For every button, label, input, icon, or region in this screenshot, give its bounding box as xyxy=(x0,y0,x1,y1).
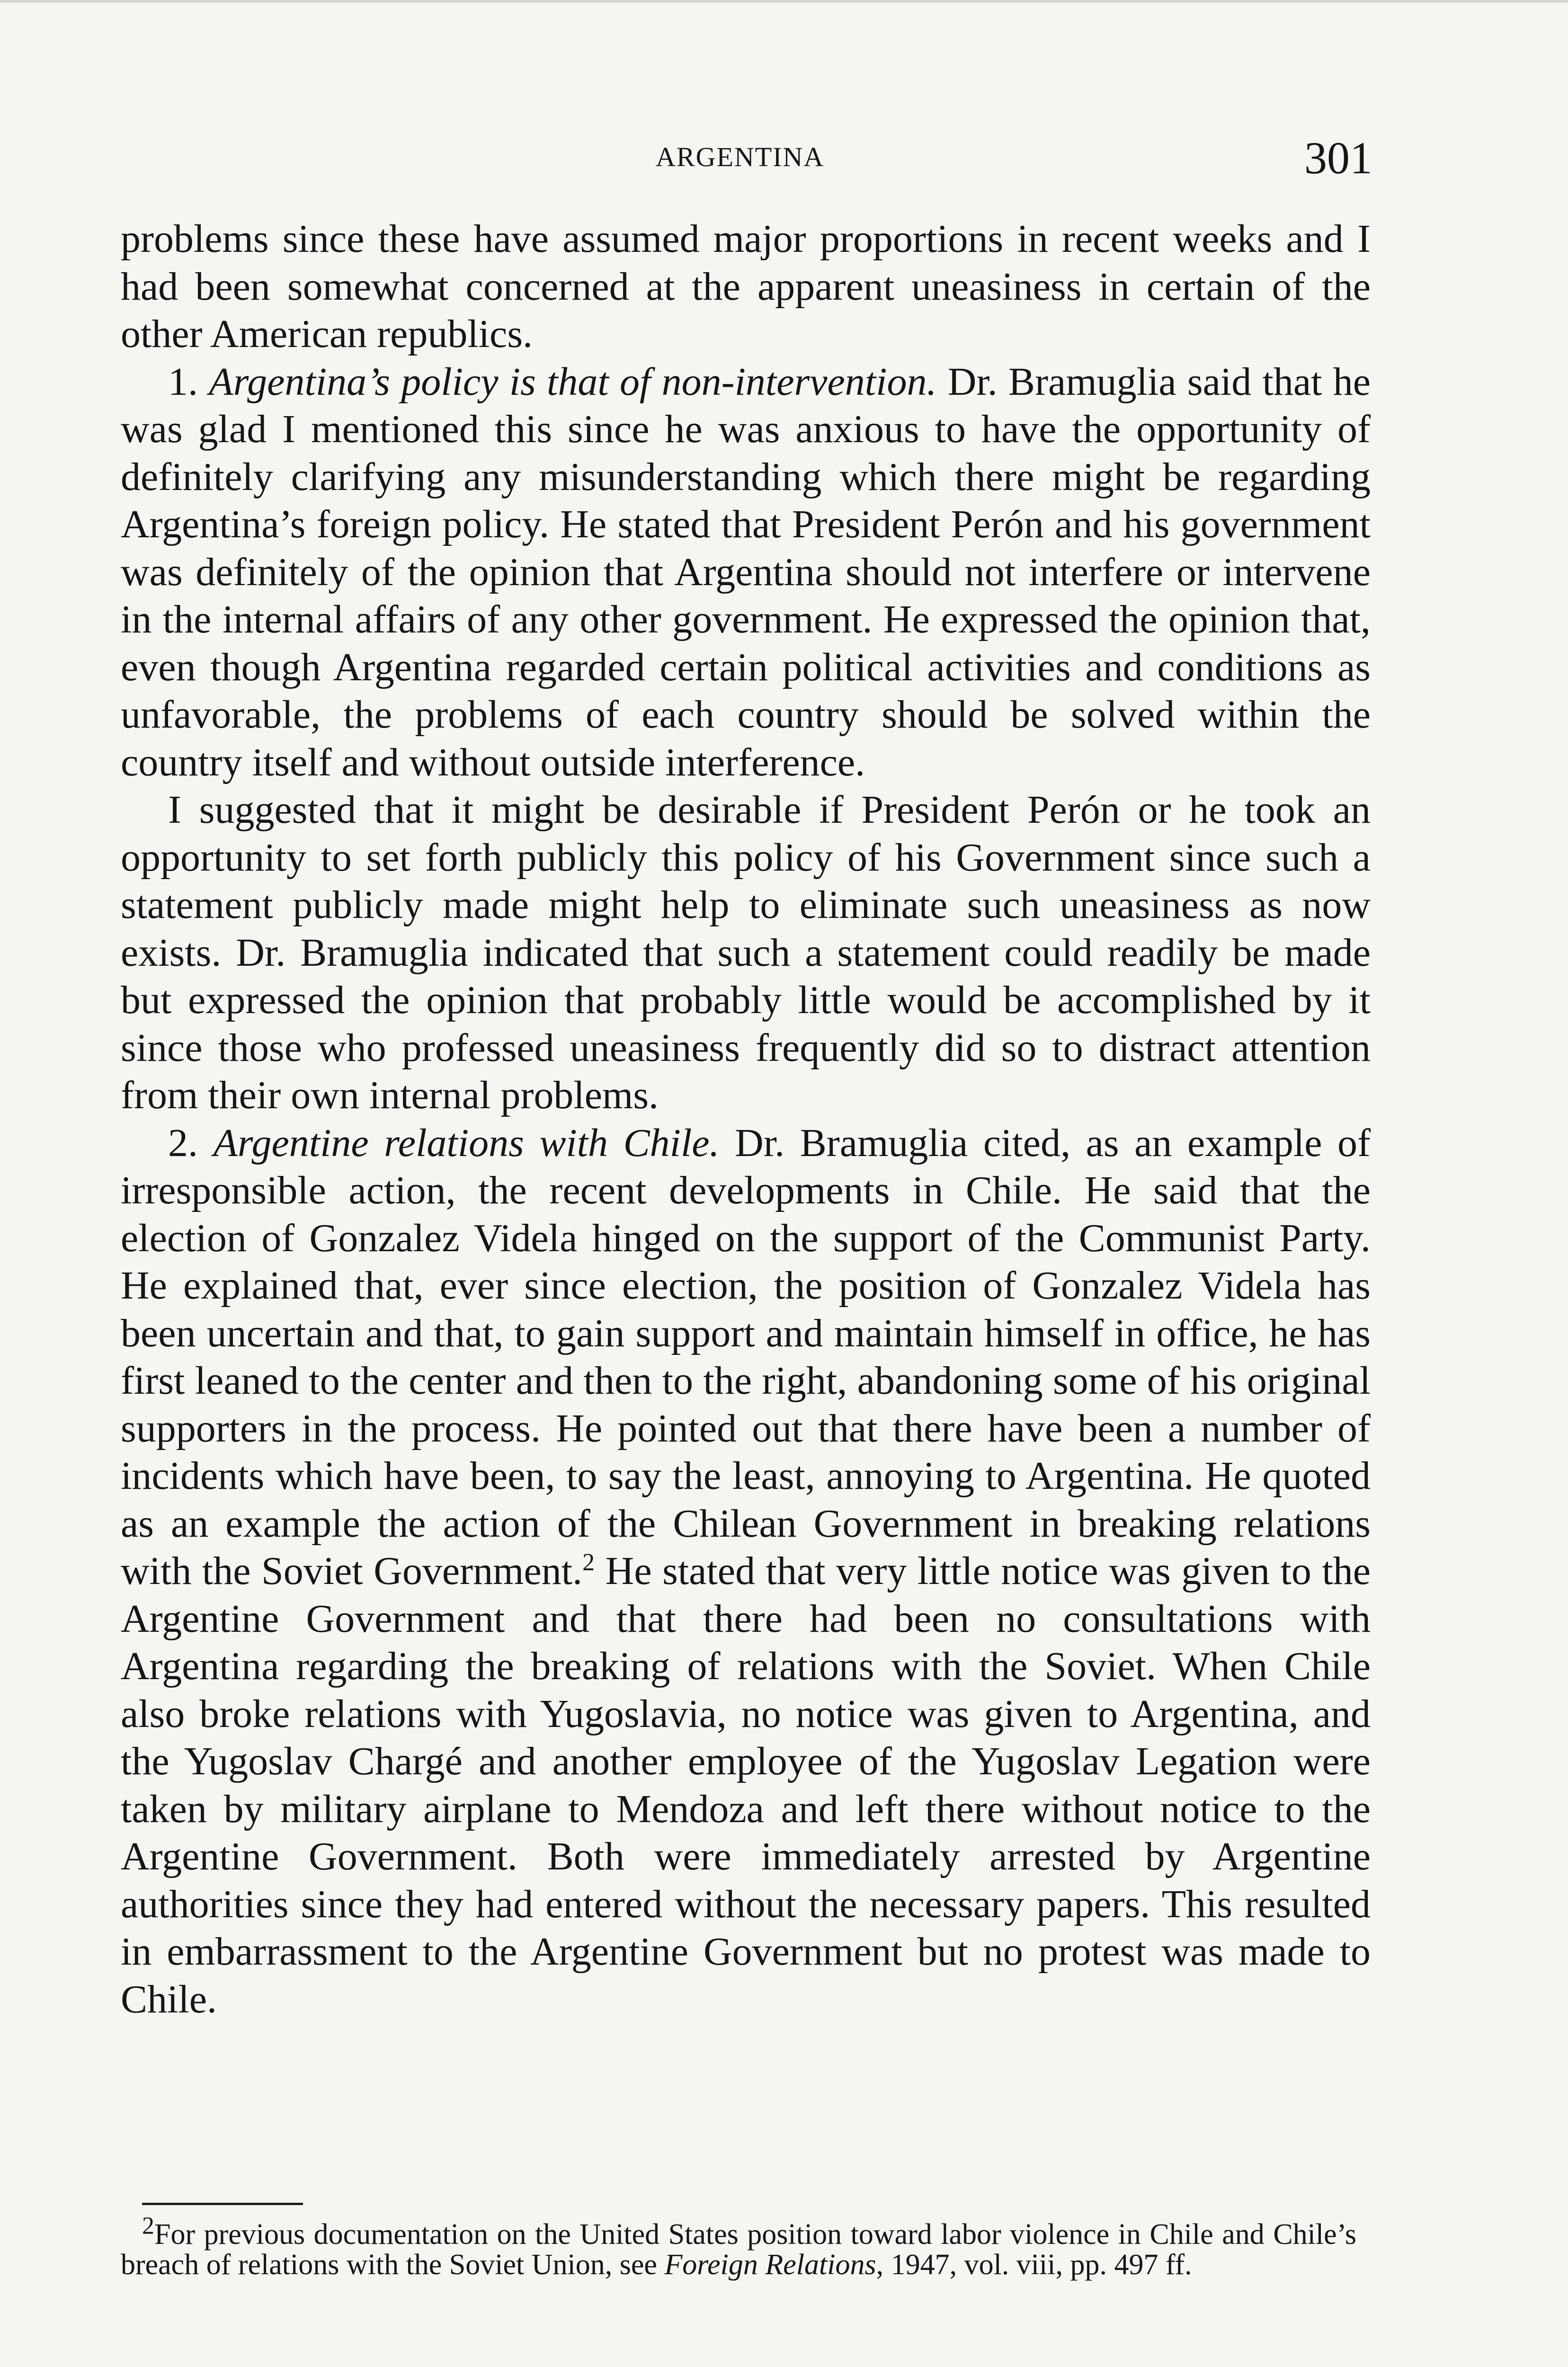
paragraph-continuation-text: problems since these have assumed major proportions in recent weeks and I had been somewhat concerned at the apparent uneasiness in certain of the other American republics. xyxy=(121,217,1371,356)
section-number: 2. xyxy=(168,1121,198,1165)
paragraph-text: I suggested that it might be desirable if President Perón or he took an opportunity to set forth publicly this policy of his Government since such a statement publicly made might help to eliminate such uneasiness as now exists. Dr. Bramuglia indicated that such a statement could readily be made but expressed the opinion that probably little would be accomplished by it since those who professed uneasiness frequently did so to distract attention from their own internal problems. xyxy=(121,788,1371,1117)
footnote-publication-title: Foreign Relations xyxy=(664,2249,876,2281)
footnote-divider xyxy=(142,2203,303,2205)
footnote-text: For previous documentation on the United States position toward labor violence in Chile and Chile’s breach of relations with the Soviet Union, see xyxy=(121,2218,1356,2281)
running-title: ARGENTINA xyxy=(656,142,825,172)
body-text xyxy=(121,215,1371,2023)
paragraph-continuation xyxy=(121,215,1371,358)
section-number: 1. xyxy=(168,359,198,404)
paragraph-text-continued: He stated that very little notice was given to the Argentine Government and that there had been no consultations with Argentina regarding the breaking of relations with the Soviet. When Chile also broke relations with Yugoslavia, no notice was given to Argentina, and the Yugoslav Chargé and another employee of the Yugoslav Legation were taken by military airplane to Mendoza and left there without notice to the Argentine Government. Both were immediately arrested by Argentine authorities since they had entered without the necessary papers. This resulted in embarrassment to the Argentine Government but no protest was made to Chile. xyxy=(121,1549,1371,2021)
paragraph-chile-relations xyxy=(121,1120,1371,2024)
section-heading-chile-relations: Argentine relations with Chile. xyxy=(213,1121,720,1165)
footnote xyxy=(121,2212,1356,2281)
footnote-citation: , 1947, vol. viii, pp. 497 ff. xyxy=(876,2249,1192,2281)
page-top-edge xyxy=(0,0,1568,3)
footnote-marker: 2 xyxy=(142,2212,154,2240)
paragraph-text: Dr. Bramuglia said that he was glad I mentioned this since he was anxious to have the opportunity of definitely clarifying any misunderstanding which there might be regarding Argentina’s foreign policy. He stated that President Perón and his government was definitely of the opinion that Argentina should not interfere or intervene in the internal affairs of any other government. He expressed the opinion that, even though Argentina regarded certain political activities and conditions as unfavorable, the problems of each country should be solved within the country itself and without outside interference. xyxy=(121,359,1371,784)
page-number: 301 xyxy=(1304,133,1372,183)
paragraph-non-intervention xyxy=(121,358,1371,787)
paragraph-suggestion xyxy=(121,786,1371,1120)
section-heading-non-intervention: Argentina’s policy is that of non-intervention. xyxy=(209,359,937,404)
paragraph-text: Dr. Bramuglia cited, as an example of irresponsible action, the recent developments in Chile. He said that the election of Gonzalez Videla hinged on the support of the Communist Party. He explained that, ever since election, the position of Gonzalez Videla has been uncertain and that, to gain support and maintain himself in office, he has first leaned to the center and then to the right, abandoning some of his original supporters in the process. He pointed out that there have been a number of incidents which have been, to say the least, annoying to Argentina. He quoted as an example the action of the Chilean Government in breaking relations with the Soviet Government. xyxy=(121,1121,1371,1593)
footnote-reference: 2 xyxy=(582,1549,595,1576)
